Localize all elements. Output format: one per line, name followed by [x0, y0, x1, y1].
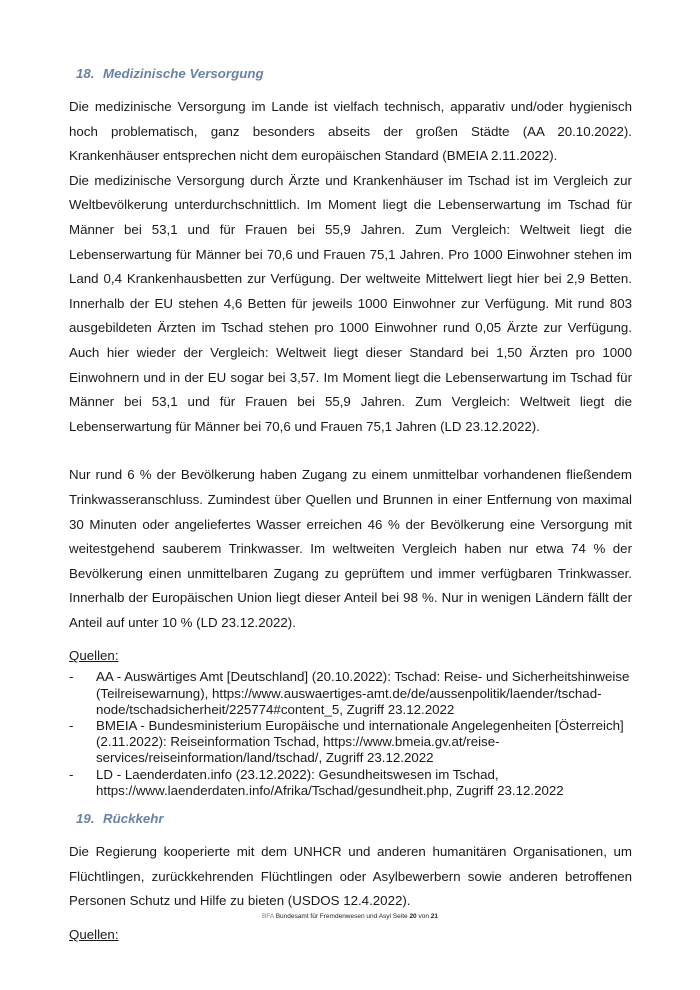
paragraph: Nur rund 6 % der Bevölkerung haben Zugang zu einem unmittelbar vorhandenen fließendem Trinkwasseranschluss. Zumindest über Quellen und Brunnen in einer Entfernung von maximal 30 Minuten oder angeliefertes Wasser erreichen 46 % der Bevölkerung eine Versorgung mit weitestgehend sauberem Trinkwasser. Im weltweiten Vergleich haben nur etwa 74 % der Bevölkerung einen unmittelbaren Zugang zu geprüftem und immer verfügbaren Trinkwasser. Innerhalb der Europäischen Union liegt dieser Anteil bei 98 %. Nur in wenigen Ländern fällt der Anteil auf unter 10 % (LD 23.12.2022). [69, 467, 632, 630]
list-dash: - [69, 766, 74, 782]
list-dash: - [69, 669, 74, 685]
document-page [69, 64, 632, 948]
footer-org-abbr: BFA [261, 913, 274, 920]
paragraph-spacer [69, 799, 632, 809]
footer-page-current: 20 [409, 913, 417, 920]
source-item [69, 669, 632, 718]
source-item [69, 718, 632, 767]
list-dash: - [69, 718, 74, 734]
footer-page-sep: von [418, 913, 429, 920]
section-heading-19 [76, 809, 632, 829]
paragraph: Die medizinische Versorgung im Lande ist vielfach technisch, apparativ und/oder hygienisch hoch problematisch, ganz besonders abseits der großen Städte (AA 20.10.2022). Krankenhäuser entsprechen nicht dem europäischen Standard (BMEIA 2.11.2022). [69, 99, 632, 164]
source-item [69, 767, 632, 799]
source-text: BMEIA - Bundesministerium Europäische und internationale Angelegenheiten [Österreich] (2.11.2022): Reiseinformation Tschad, https://www.bmeia.gv.at/reise-services/reiseinformation/land/tschad/, Zugriff 23.12.2022 [96, 718, 624, 766]
source-text: LD - Laenderdaten.info (23.12.2022): Gesundheitswesen im Tschad, https://www.laenderdaten.info/Afrika/Tschad/gesundheit.php, Zugriff 23.12.2022 [96, 766, 564, 798]
page-footer [0, 913, 700, 920]
footer-page-label: Seite [392, 913, 408, 920]
section-heading-18 [76, 64, 632, 84]
footer-org-name: Bundesamt für Fremdenwesen und Asyl [275, 913, 391, 920]
paragraph: Die medizinische Versorgung durch Ärzte und Krankenhäuser im Tschad ist im Vergleich zur Weltbevölkerung unterdurchschnittlich. Im Moment liegt die Lebenserwartung im Tschad für Männer bei 53,1 und für Frauen bei 55,9 Jahren. Zum Vergleich: Weltweit liegt die Lebenserwartung für Männer bei 70,6 und Frauen 75,1 Jahren. Pro 1000 Einwohner stehen im Land 0,4 Krankenhausbetten zur Verfügung. Der weltweite Mittelwert liegt hier bei 2,9 Betten. Innerhalb der EU stehen 4,6 Betten für jeweils 1000 Einwohner zur Verfügung. Mit rund 803 ausgebildeten Ärzten im Tschad stehen pro 1000 Einwohner rund 0,05 Ärzte zur Verfügung. Auch hier wieder der Vergleich: Weltweit liegt dieser Standard bei 1,50 Ärzten pro 1000 Einwohnern und in der EU sogar bei 3,57. Im Moment liegt die Lebenserwartung im Tschad für Männer bei 53,1 und für Frauen bei 55,9 Jahren. Zum Vergleich: Weltweit liegt die Lebenserwartung für Männer bei 70,6 und Frauen 75,1 Jahren (LD 23.12.2022). [69, 172, 632, 434]
source-text: AA - Auswärtiges Amt [Deutschland] (20.10.2022): Tschad: Reise- und Sicherheitshinweise (Teilreisewarnung), https://www.auswaertiges-amt.de/de/aussenpolitik/laender/tschad-node/tschadsicherheit/225774#content_5, Zugriff 23.12.2022 [96, 669, 630, 717]
sources-list [69, 669, 632, 799]
sources-label: Quellen: [69, 648, 119, 664]
paragraph-spacer [69, 635, 632, 645]
section-number: 18. [76, 66, 95, 81]
paragraph: Die Regierung kooperierte mit dem UNHCR und anderen humanitären Organisationen, um Flüchtlingen, zurückkehrenden Flüchtlingen oder Asylbewerbern sowie anderen betroffenen Personen Schutz und Hilfe zu bieten (USDOS 12.4.2022). [69, 844, 632, 909]
section-title: Medizinische Versorgung [103, 66, 264, 81]
footer-page-total: 21 [430, 913, 439, 920]
paragraph-spacer [69, 439, 632, 463]
section-number: 19. [76, 811, 95, 827]
sources-label: Quellen: [69, 926, 119, 942]
section-title: Rückkehr [103, 811, 164, 827]
